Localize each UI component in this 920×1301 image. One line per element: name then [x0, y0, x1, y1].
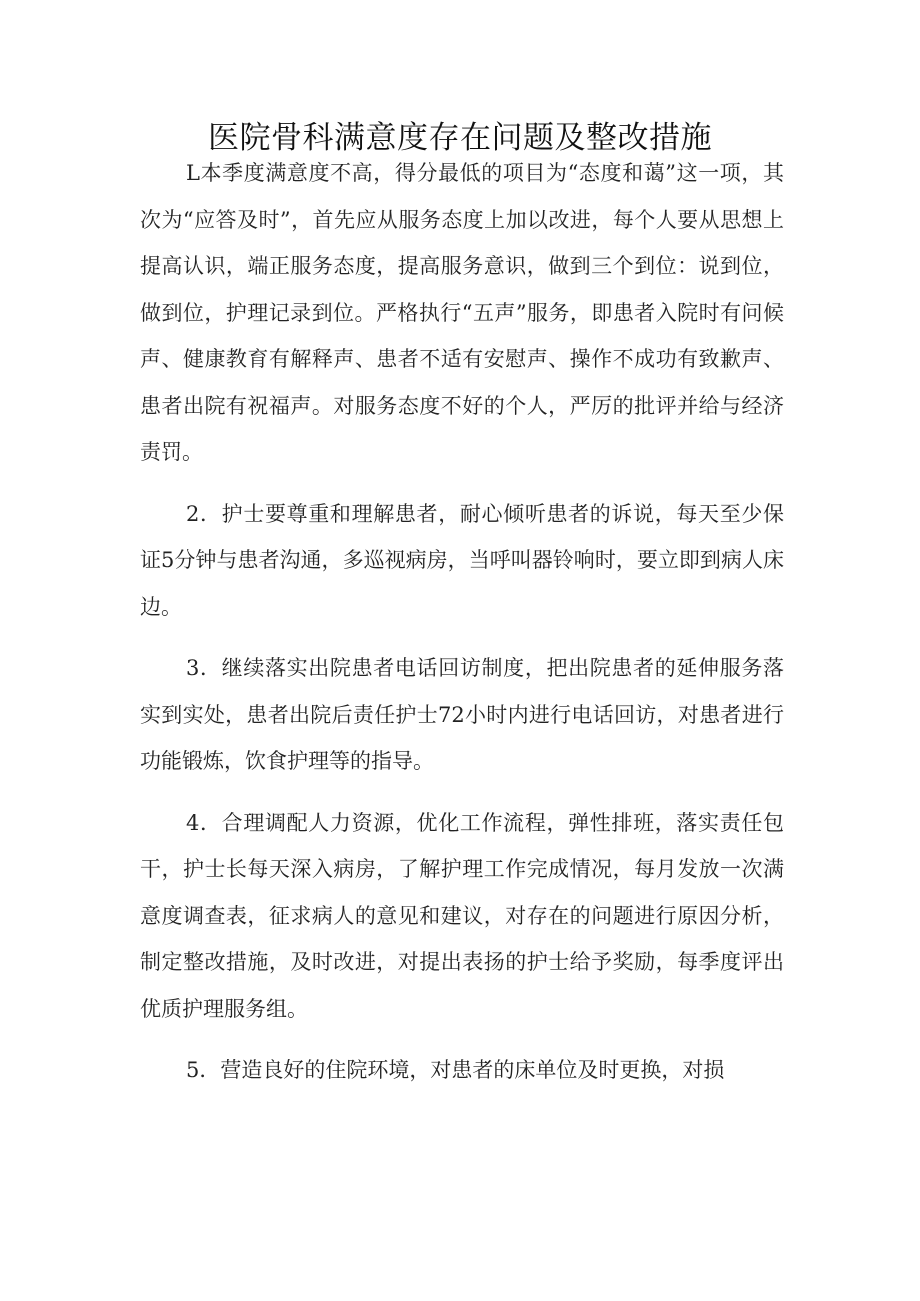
- document-title: 医院骨科满意度存在问题及整改措施: [208, 120, 712, 156]
- paragraph-5: 5．营造良好的住院环境，对患者的床单位及时更换，对损: [186, 1058, 725, 1082]
- paragraph-2: 2．护士要尊重和理解患者，耐心倾听患者的诉说，每天至少保证5分钟与患者沟通，多巡视病房，当呼叫器铃响时，要立即到病人床边。: [140, 501, 784, 619]
- paragraph-3: 3．继续落实出院患者电话回访制度，把出院患者的延伸服务落实到实处，患者出院后责任护士72小时内进行电话回访，对患者进行功能锻炼，饮食护理等的指导。: [140, 656, 784, 773]
- paragraph-4: 4．合理调配人力资源，优化工作流程，弹性排班，落实责任包干，护士长每天深入病房，了解护理工作完成情况，每月发放一次满意度调查表，征求病人的意见和建议，对存在的问题进行原因分析，制定整改措施，及时改进，对提出表扬的护士给予奖励，每季度评出优质护理服务组。: [140, 810, 784, 1021]
- paragraph-1: L本季度满意度不高，得分最低的项目为“态度和蔼”这一项，其次为“应答及时”，首先应从服务态度上加以改进，每个人要从思想上提高认识，端正服务态度，提高服务意识，做到三个到位：说到位，做到位，护理记录到位。严格执行“五声”服务，即患者入院时有问候声、健康教育有解释声、患者不适有安慰声、操作不成功有致歉声、患者出院有祝福声。对服务态度不好的个人，严厉的批评并给与经济责罚。: [140, 161, 784, 464]
- document-body: [140, 150, 784, 1109]
